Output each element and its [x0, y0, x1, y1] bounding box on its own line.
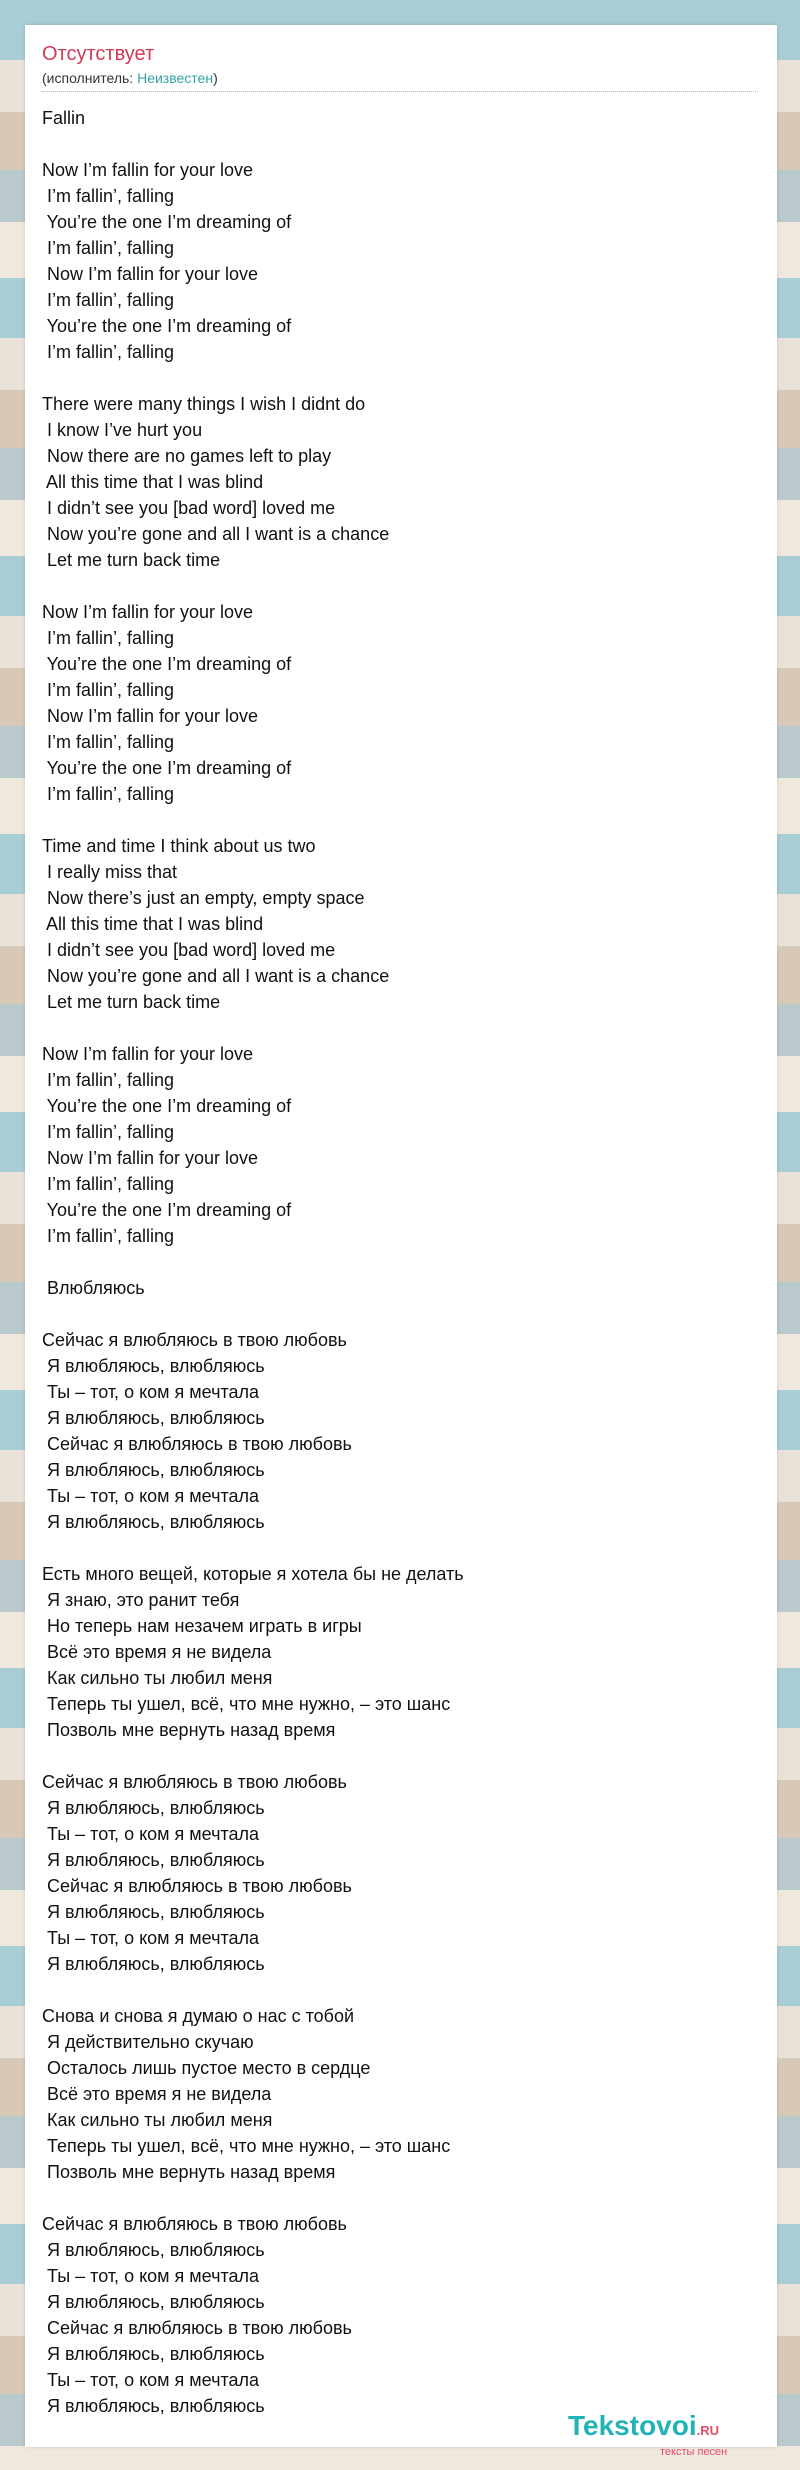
lyric-line: I’m fallin’, falling [42, 342, 175, 362]
lyric-line: Now you’re gone and all I want is a chance [42, 524, 390, 544]
lyric-line: Я влюбляюсь, влюбляюсь [42, 2396, 265, 2416]
lyric-line: Я влюбляюсь, влюбляюсь [42, 2240, 265, 2260]
lyrics-text [42, 105, 758, 2419]
lyric-line: I’m fallin’, falling [42, 628, 175, 648]
lyric-line: I’m fallin’, falling [42, 186, 175, 206]
lyric-line: Теперь ты ушел, всё, что мне нужно, – это шанс [42, 2136, 451, 2156]
lyric-line [42, 573, 758, 599]
lyric-line: Но теперь нам незачем играть в игры [42, 1616, 362, 1636]
lyric-line: Now I’m fallin for your love [42, 1148, 259, 1168]
lyric-line: Я знаю, это ранит тебя [42, 1590, 240, 1610]
header-divider [42, 91, 758, 92]
lyric-line: Я влюбляюсь, влюбляюсь [42, 1408, 265, 1428]
lyric-line: Ты – тот, о ком я мечтала [42, 2266, 260, 2286]
song-header [42, 41, 758, 87]
lyric-line [42, 1301, 758, 1327]
lyric-line: Now you’re gone and all I want is a chance [42, 966, 390, 986]
lyric-line: I’m fallin’, falling [42, 1174, 175, 1194]
lyric-line [42, 131, 758, 157]
lyric-line: Fallin [42, 108, 86, 128]
lyric-line: I’m fallin’, falling [42, 1226, 175, 1246]
lyric-line: I didn’t see you [bad word] loved me [42, 940, 336, 960]
lyric-line: Now I’m fallin for your love [42, 160, 254, 180]
lyric-line: I’m fallin’, falling [42, 290, 175, 310]
lyric-line: I’m fallin’, falling [42, 680, 175, 700]
lyric-line [42, 1743, 758, 1769]
lyric-line: Сейчас я влюбляюсь в твою любовь [42, 1876, 352, 1896]
logo-tld: .RU [696, 2423, 720, 2438]
lyric-line: Сейчас я влюбляюсь в твою любовь [42, 1434, 352, 1454]
lyric-line: Я влюбляюсь, влюбляюсь [42, 1356, 265, 1376]
lyric-line: You’re the one I’m dreaming of [42, 316, 292, 336]
lyric-line: Сейчас я влюбляюсь в твою любовь [42, 2214, 347, 2234]
lyric-line: Я влюбляюсь, влюбляюсь [42, 1954, 265, 1974]
lyric-line [42, 1015, 758, 1041]
lyric-line: Я влюбляюсь, влюбляюсь [42, 2344, 265, 2364]
lyric-line: Снова и снова я думаю о нас с тобой [42, 2006, 355, 2026]
lyric-line: Now I’m fallin for your love [42, 1044, 254, 1064]
lyric-line: Ты – тот, о ком я мечтала [42, 1928, 260, 1948]
lyric-line [42, 2185, 758, 2211]
lyric-line: I didn’t see you [bad word] loved me [42, 498, 336, 518]
lyric-line: Let me turn back time [42, 550, 221, 570]
lyric-line: Now there are no games left to play [42, 446, 332, 466]
lyric-line: Сейчас я влюбляюсь в твою любовь [42, 2318, 352, 2338]
lyric-line: I’m fallin’, falling [42, 1070, 175, 1090]
lyric-line: I’m fallin’, falling [42, 1122, 175, 1142]
lyric-line: Я влюбляюсь, влюбляюсь [42, 1798, 265, 1818]
lyric-line: I really miss that [42, 862, 178, 882]
lyric-line: You’re the one I’m dreaming of [42, 654, 292, 674]
lyric-line: Сейчас я влюбляюсь в твою любовь [42, 1330, 347, 1350]
lyric-line: All this time that I was blind [42, 914, 264, 934]
lyric-line: Ты – тот, о ком я мечтала [42, 1486, 260, 1506]
artist-suffix: ) [213, 70, 218, 86]
lyric-line: There were many things I wish I didnt do [42, 394, 366, 414]
lyric-line: Ты – тот, о ком я мечтала [42, 2370, 260, 2390]
lyric-line: I know I’ve hurt you [42, 420, 203, 440]
lyric-line: You’re the one I’m dreaming of [42, 212, 292, 232]
lyric-line: You’re the one I’m dreaming of [42, 1096, 292, 1116]
lyric-line: Я влюбляюсь, влюбляюсь [42, 1512, 265, 1532]
lyric-line: Now I’m fallin for your love [42, 706, 259, 726]
lyric-line: Я действительно скучаю [42, 2032, 254, 2052]
lyric-line [42, 1249, 758, 1275]
song-title: Отсутствует [42, 43, 155, 65]
artist-prefix: (исполнитель: [42, 70, 138, 86]
logo-wordmark [568, 2411, 768, 2446]
lyric-line: Сейчас я влюбляюсь в твою любовь [42, 1772, 347, 1792]
lyric-line [42, 1977, 758, 2003]
lyric-line: Ты – тот, о ком я мечтала [42, 1382, 260, 1402]
lyric-line [42, 807, 758, 833]
lyric-line: Я влюбляюсь, влюбляюсь [42, 1902, 265, 1922]
lyric-line: Я влюбляюсь, влюбляюсь [42, 1460, 265, 1480]
lyric-line: Есть много вещей, которые я хотела бы не делать [42, 1564, 464, 1584]
lyric-line: Теперь ты ушел, всё, что мне нужно, – это шанс [42, 1694, 451, 1714]
artist-link[interactable]: Неизвестен [137, 70, 214, 86]
lyric-line: All this time that I was blind [42, 472, 264, 492]
lyric-line [42, 365, 758, 391]
logo-tagline: тексты песен [660, 2446, 728, 2458]
lyric-line: Ты – тот, о ком я мечтала [42, 1824, 260, 1844]
lyric-line: You’re the one I’m dreaming of [42, 758, 292, 778]
lyric-line: Всё это время я не видела [42, 2084, 272, 2104]
lyric-line: Позволь мне вернуть назад время [42, 2162, 336, 2182]
lyric-line: Let me turn back time [42, 992, 221, 1012]
lyric-line: Я влюбляюсь, влюбляюсь [42, 1850, 265, 1870]
lyric-line: Как сильно ты любил меня [42, 1668, 273, 1688]
lyric-line [42, 1535, 758, 1561]
lyric-line: Всё это время я не видела [42, 1642, 272, 1662]
site-logo[interactable] [568, 2411, 768, 2458]
lyric-line: I’m fallin’, falling [42, 784, 175, 804]
lyric-line: I’m fallin’, falling [42, 238, 175, 258]
lyric-line: Как сильно ты любил меня [42, 2110, 273, 2130]
lyric-line: Я влюбляюсь, влюбляюсь [42, 2292, 265, 2312]
lyric-line: You’re the one I’m dreaming of [42, 1200, 292, 1220]
lyric-line: I’m fallin’, falling [42, 732, 175, 752]
lyrics-page [25, 25, 777, 2458]
lyric-line: Now I’m fallin for your love [42, 264, 259, 284]
lyric-line: Позволь мне вернуть назад время [42, 1720, 336, 1740]
lyric-line: Time and time I think about us two [42, 836, 316, 856]
lyric-line: Now I’m fallin for your love [42, 602, 254, 622]
lyric-line: Now there’s just an empty, empty space [42, 888, 365, 908]
lyric-line: Осталось лишь пустое место в сердце [42, 2058, 371, 2078]
lyric-line: Влюбляюсь [42, 1278, 145, 1298]
logo-name: Tekstovoi [568, 2410, 697, 2441]
artist-line [42, 69, 758, 87]
